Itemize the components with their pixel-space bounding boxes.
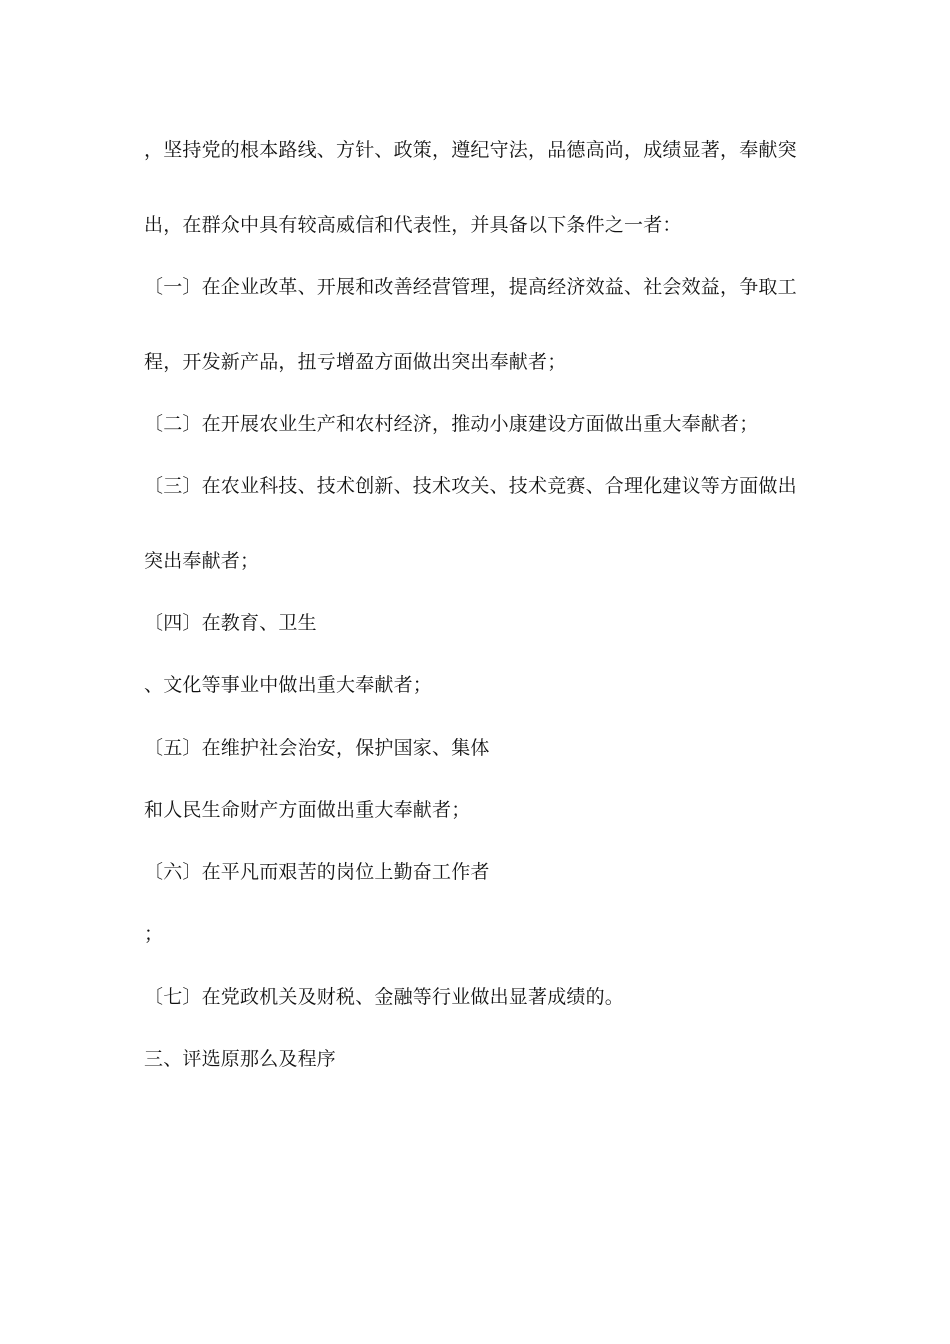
text-line: 〔六〕在平凡而艰苦的岗位上勤奋工作者: [144, 861, 490, 883]
text-line: 〔一〕在企业改革、开展和改善经营管理，提高经济效益、社会效益，争取工: [144, 276, 797, 298]
text-line: 〔五〕在维护社会治安，保护国家、集体: [144, 737, 490, 759]
text-line: 出，在群众中具有较高威信和代表性，并具备以下条件之一者：: [144, 214, 682, 236]
text-line: 、文化等事业中做出重大奉献者；: [144, 674, 433, 696]
text-line: 〔七〕在党政机关及财税、金融等行业做出显著成绩的。: [144, 986, 625, 1008]
section-heading: 三、评选原那么及程序: [144, 1048, 337, 1070]
text-line: ；: [144, 923, 164, 945]
text-line: 和人民生命财产方面做出重大奉献者；: [144, 799, 471, 821]
text-line: 〔二〕在开展农业生产和农村经济，推动小康建设方面做出重大奉献者；: [144, 413, 759, 435]
text-line: 程，开发新产品，扭亏增盈方面做出突出奉献者；: [144, 351, 567, 373]
text-line: ，坚持党的根本路线、方针、政策，遵纪守法，品德高尚，成绩显著，奉献突: [144, 139, 797, 161]
text-line: 〔四〕在教育、卫生: [144, 612, 317, 634]
text-line: 〔三〕在农业科技、技术创新、技术攻关、技术竞赛、合理化建议等方面做出: [144, 475, 797, 497]
text-line: 突出奉献者；: [144, 550, 260, 572]
